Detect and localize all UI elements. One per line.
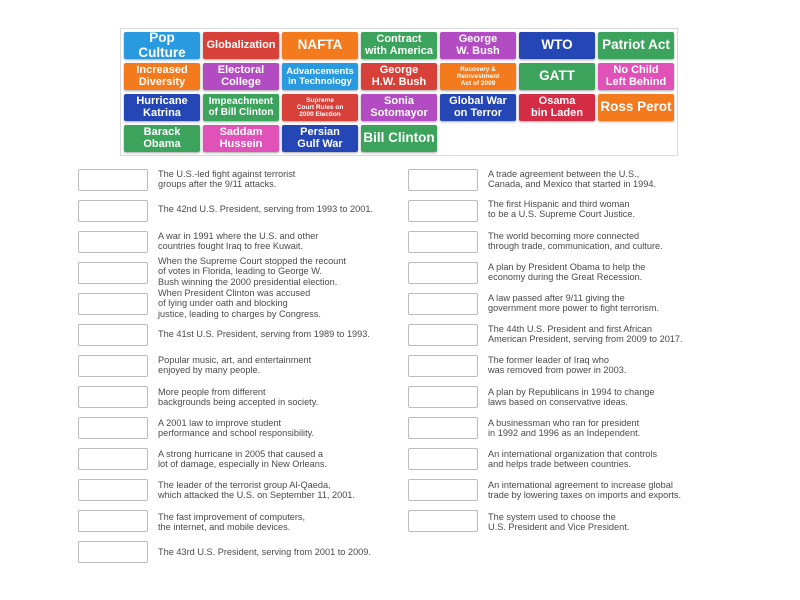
left-clue-text: The 41st U.S. President, serving from 1989 to 1993. xyxy=(158,329,370,339)
tile-ross-perot[interactable]: Ross Perot xyxy=(598,94,674,121)
tile-advancements-in-technology[interactable]: Advancements in Technology xyxy=(282,63,358,90)
left-drop-slot[interactable] xyxy=(78,510,148,532)
tile-global-war-on-terror[interactable]: Global War on Terror xyxy=(440,94,516,121)
right-clue-text: The first Hispanic and third woman to be a U.S. Supreme Court Justice. xyxy=(488,199,636,220)
right-drop-slot[interactable] xyxy=(408,510,478,532)
left-clue-text: The leader of the terrorist group Al-Qaeda, which attacked the U.S. on September 11, 2001. xyxy=(158,480,355,501)
tile-nafta[interactable]: NAFTA xyxy=(282,32,358,59)
left-drop-slot[interactable] xyxy=(78,541,148,563)
right-clue-text: The former leader of Iraq who was removed from power in 2003. xyxy=(488,355,627,376)
tile-sonia-sotomayor[interactable]: Sonia Sotomayor xyxy=(361,94,437,121)
right-drop-slot[interactable] xyxy=(408,231,478,253)
left-drop-slot[interactable] xyxy=(78,324,148,346)
right-clue-text: An international agreement to increase global trade by lowering taxes on imports and exports. xyxy=(488,480,682,501)
left-drop-slot[interactable] xyxy=(78,200,148,222)
left-drop-slot[interactable] xyxy=(78,293,148,315)
right-drop-slot[interactable] xyxy=(408,448,478,470)
answer-bank xyxy=(120,28,678,156)
tile-impeachment-of-bill-clinton[interactable]: Impeachment of Bill Clinton xyxy=(203,94,279,121)
right-clue-text: The 44th U.S. President and first African American President, serving from 2009 to 2017. xyxy=(488,324,683,345)
tile-globalization[interactable]: Globalization xyxy=(203,32,279,59)
left-drop-slot[interactable] xyxy=(78,169,148,191)
tile-gatt[interactable]: GATT xyxy=(519,63,595,90)
tile-osama-bin-laden[interactable]: Osama bin Laden xyxy=(519,94,595,121)
right-clue-text: The world becoming more connected through trade, communication, and culture. xyxy=(488,231,663,252)
left-clue-text: Popular music, art, and entertainment enjoyed by many people. xyxy=(158,355,312,376)
left-clue-text: A strong hurricane in 2005 that caused a lot of damage, especially in New Orleans. xyxy=(158,449,328,470)
tile-hurricane-katrina[interactable]: Hurricane Katrina xyxy=(124,94,200,121)
right-clue-text: A law passed after 9/11 giving the government more power to fight terrorism. xyxy=(488,293,660,314)
left-drop-slot[interactable] xyxy=(78,231,148,253)
left-clue-text: When the Supreme Court stopped the recount of votes in Florida, leading to George W. Bush winning the 2000 presidential election. xyxy=(158,256,346,287)
tile-electoral-college[interactable]: Electoral College xyxy=(203,63,279,90)
left-clue-text: A war in 1991 where the U.S. and other countries fought Iraq to free Kuwait. xyxy=(158,231,319,252)
tile-contract-with-america[interactable]: Contract with America xyxy=(361,32,437,59)
tile-george-hw-bush[interactable]: George H.W. Bush xyxy=(361,63,437,90)
left-drop-slot[interactable] xyxy=(78,262,148,284)
left-clue-text: When President Clinton was accused of lying under oath and blocking justice, leading to charges by Congress. xyxy=(158,288,321,319)
tile-no-child-left-behind[interactable]: No Child Left Behind xyxy=(598,63,674,90)
right-drop-slot[interactable] xyxy=(408,262,478,284)
tile-supreme-court-2000-election[interactable]: Supreme Court Rules on 2000 Election xyxy=(282,94,358,121)
tile-bill-clinton[interactable]: Bill Clinton xyxy=(361,125,437,152)
right-drop-slot[interactable] xyxy=(408,200,478,222)
right-clue-text: The system used to choose the U.S. President and Vice President. xyxy=(488,512,630,533)
tile-patriot-act[interactable]: Patriot Act xyxy=(598,32,674,59)
right-drop-slot[interactable] xyxy=(408,417,478,439)
right-drop-slot[interactable] xyxy=(408,386,478,408)
tile-recovery-reinvestment-act[interactable]: Recovery & Reinvestment Act of 2009 xyxy=(440,63,516,90)
left-clue-text: More people from different backgrounds being accepted in society. xyxy=(158,387,319,408)
left-drop-slot[interactable] xyxy=(78,417,148,439)
tile-saddam-hussein[interactable]: Saddam Hussein xyxy=(203,125,279,152)
left-clue-text: The fast improvement of computers, the internet, and mobile devices. xyxy=(158,512,306,533)
left-drop-slot[interactable] xyxy=(78,448,148,470)
tile-persian-gulf-war[interactable]: Persian Gulf War xyxy=(282,125,358,152)
tile-wto[interactable]: WTO xyxy=(519,32,595,59)
left-clue-text: The U.S.-led fight against terrorist groups after the 9/11 attacks. xyxy=(158,169,296,190)
left-clue-text: A 2001 law to improve student performance and school responsibility. xyxy=(158,418,315,439)
right-clue-text: A trade agreement between the U.S., Canada, and Mexico that started in 1994. xyxy=(488,169,657,190)
left-drop-slot[interactable] xyxy=(78,386,148,408)
right-drop-slot[interactable] xyxy=(408,324,478,346)
left-clue-text: The 43rd U.S. President, serving from 2001 to 2009. xyxy=(158,547,371,557)
tile-george-w-bush[interactable]: George W. Bush xyxy=(440,32,516,59)
right-clue-text: A businessman who ran for president in 1992 and 1996 as an Independent. xyxy=(488,418,641,439)
left-drop-slot[interactable] xyxy=(78,355,148,377)
right-clue-text: A plan by President Obama to help the economy during the Great Recession. xyxy=(488,262,646,283)
tile-barack-obama[interactable]: Barack Obama xyxy=(124,125,200,152)
left-drop-slot[interactable] xyxy=(78,479,148,501)
right-drop-slot[interactable] xyxy=(408,169,478,191)
right-drop-slot[interactable] xyxy=(408,293,478,315)
tile-increased-diversity[interactable]: Increased Diversity xyxy=(124,63,200,90)
tile-pop-culture[interactable]: Pop Culture xyxy=(124,32,200,59)
left-clue-text: The 42nd U.S. President, serving from 1993 to 2001. xyxy=(158,204,374,214)
right-drop-slot[interactable] xyxy=(408,479,478,501)
right-clue-text: A plan by Republicans in 1994 to change laws based on conservative ideas. xyxy=(488,387,655,408)
right-drop-slot[interactable] xyxy=(408,355,478,377)
right-clue-text: An international organization that controls and helps trade between countries. xyxy=(488,449,658,470)
